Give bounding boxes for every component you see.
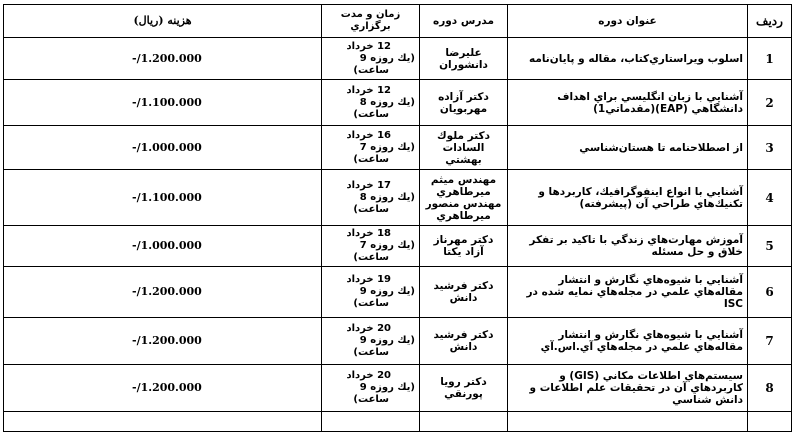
table-row [4, 38, 792, 80]
row-number: 1 [748, 38, 792, 80]
course-title: آشنايي با شيوه‌هاي نگارش و انتشار مقاله‌هاي علمي در مجله‌هاي آي.اس.آي [508, 318, 748, 365]
schedule-duration: (يك روزه 9 [359, 382, 415, 393]
course-schedule [322, 80, 420, 126]
table-row [4, 365, 792, 412]
course-cost: 1.100.000/- [4, 80, 322, 126]
header-row-number: ردیف [748, 5, 792, 38]
course-instructor: دكتر فرشيد دانش [420, 318, 508, 365]
schedule-date: 20 خرداد [346, 370, 391, 381]
course-title: اسلوب ويراستاري‌كتاب، مقاله و پايان‌نامه [508, 38, 748, 80]
schedule-date: 16 خرداد [346, 129, 391, 141]
schedule-duration: (يك روزه 9 [359, 335, 415, 346]
course-cost: 1.000.000/- [4, 126, 322, 170]
schedule-unit: ساعت) [353, 347, 389, 358]
schedule-unit: ساعت) [353, 108, 389, 120]
row-number: 6 [748, 267, 792, 318]
schedule-unit: ساعت) [353, 64, 389, 76]
schedule-date: 20 خرداد [346, 323, 391, 334]
table-row-partial [4, 412, 792, 432]
schedule-date: 17 خرداد [346, 179, 391, 191]
course-instructor-empty [420, 412, 508, 432]
course-title: از اصطلاحنامه تا هستان‌شناسي [508, 126, 748, 170]
schedule-duration: (يك روزه 9 [359, 286, 415, 297]
course-title: آشنايي با شيوه‌هاي نگارش و انتشار مقاله‌هاي علمي در مجله‌هاي نمايه شده در ISC [508, 267, 748, 318]
course-schedule [322, 170, 420, 226]
row-number: 5 [748, 226, 792, 267]
course-title: سيستم‌هاي اطلاعات مكاني (GIS) و كاربردهاي آن در تحقيقات علم اطلاعات و دانش شناسي [508, 365, 748, 412]
course-schedule-empty [322, 412, 420, 432]
course-cost: 1.200.000/- [4, 38, 322, 80]
course-cost: 1.200.000/- [4, 318, 322, 365]
course-schedule [322, 226, 420, 267]
row-number: 2 [748, 80, 792, 126]
course-schedule [322, 126, 420, 170]
schedule-duration: (يك روزه 7 [359, 240, 415, 251]
course-title: آشنايي با انواع اينفوگرافيك، كاربردها و تكنيك‌هاي طراحي آن (پيشرفته) [508, 170, 748, 226]
schedule-unit: ساعت) [353, 298, 389, 309]
row-number: 7 [748, 318, 792, 365]
course-cost-empty [4, 412, 322, 432]
course-cost: 1.200.000/- [4, 267, 322, 318]
schedule-duration: (يك روزه 8 [359, 191, 415, 203]
table-header-row [4, 5, 792, 38]
table-row [4, 318, 792, 365]
course-title-empty [508, 412, 748, 432]
schedule-unit: ساعت) [353, 153, 389, 165]
schedule-unit: ساعت) [353, 203, 389, 215]
table-row [4, 126, 792, 170]
course-schedule [322, 365, 420, 412]
table-row [4, 80, 792, 126]
course-instructor: دكتر فرشيد دانش [420, 267, 508, 318]
header-schedule: زمان و مدت برگزاري [322, 5, 420, 38]
course-schedule [322, 318, 420, 365]
course-title: آموزش مهارت‌هاي زندگي با تاكيد بر تفكر خلاق و حل مسئله [508, 226, 748, 267]
course-table [3, 4, 792, 432]
table-row [4, 267, 792, 318]
schedule-date: 19 خرداد [346, 274, 391, 285]
course-instructor: دكتر ملوك السادات بهشتي [420, 126, 508, 170]
course-instructor: دكتر آزاده مهربويان [420, 80, 508, 126]
schedule-unit: ساعت) [353, 252, 389, 263]
schedule-duration: (يك روزه 8 [359, 96, 415, 108]
header-course-title: عنوان دوره [508, 5, 748, 38]
course-cost: 1.200.000/- [4, 365, 322, 412]
header-instructor: مدرس دوره [420, 5, 508, 38]
course-cost: 1.000.000/- [4, 226, 322, 267]
header-cost: هزينه (ريال) [4, 5, 322, 38]
row-number: 3 [748, 126, 792, 170]
schedule-date: 12 خرداد [346, 84, 391, 96]
row-number-empty [748, 412, 792, 432]
row-number: 8 [748, 365, 792, 412]
course-instructor: دكتر رويا پورنقي [420, 365, 508, 412]
course-schedule [322, 38, 420, 80]
row-number: 4 [748, 170, 792, 226]
course-cost: 1.100.000/- [4, 170, 322, 226]
schedule-duration: (يك روزه 9 [359, 52, 415, 64]
course-schedule [322, 267, 420, 318]
course-instructor: دكتر مهرناز آزاد يكتا [420, 226, 508, 267]
course-instructor: مهندس ميثم ميرطاهري مهندس منصور ميرطاهري [420, 170, 508, 226]
schedule-date: 18 خرداد [346, 228, 391, 239]
table-row [4, 226, 792, 267]
course-title: آشنايي با زبان انگليسي براي اهداف دانشگاهي (EAP)(مقدماتي1) [508, 80, 748, 126]
schedule-duration: (يك روزه 7 [359, 141, 415, 153]
schedule-unit: ساعت) [353, 394, 389, 405]
table-row [4, 170, 792, 226]
schedule-date: 12 خرداد [346, 40, 391, 52]
course-instructor: عليرضا دانشوران [420, 38, 508, 80]
